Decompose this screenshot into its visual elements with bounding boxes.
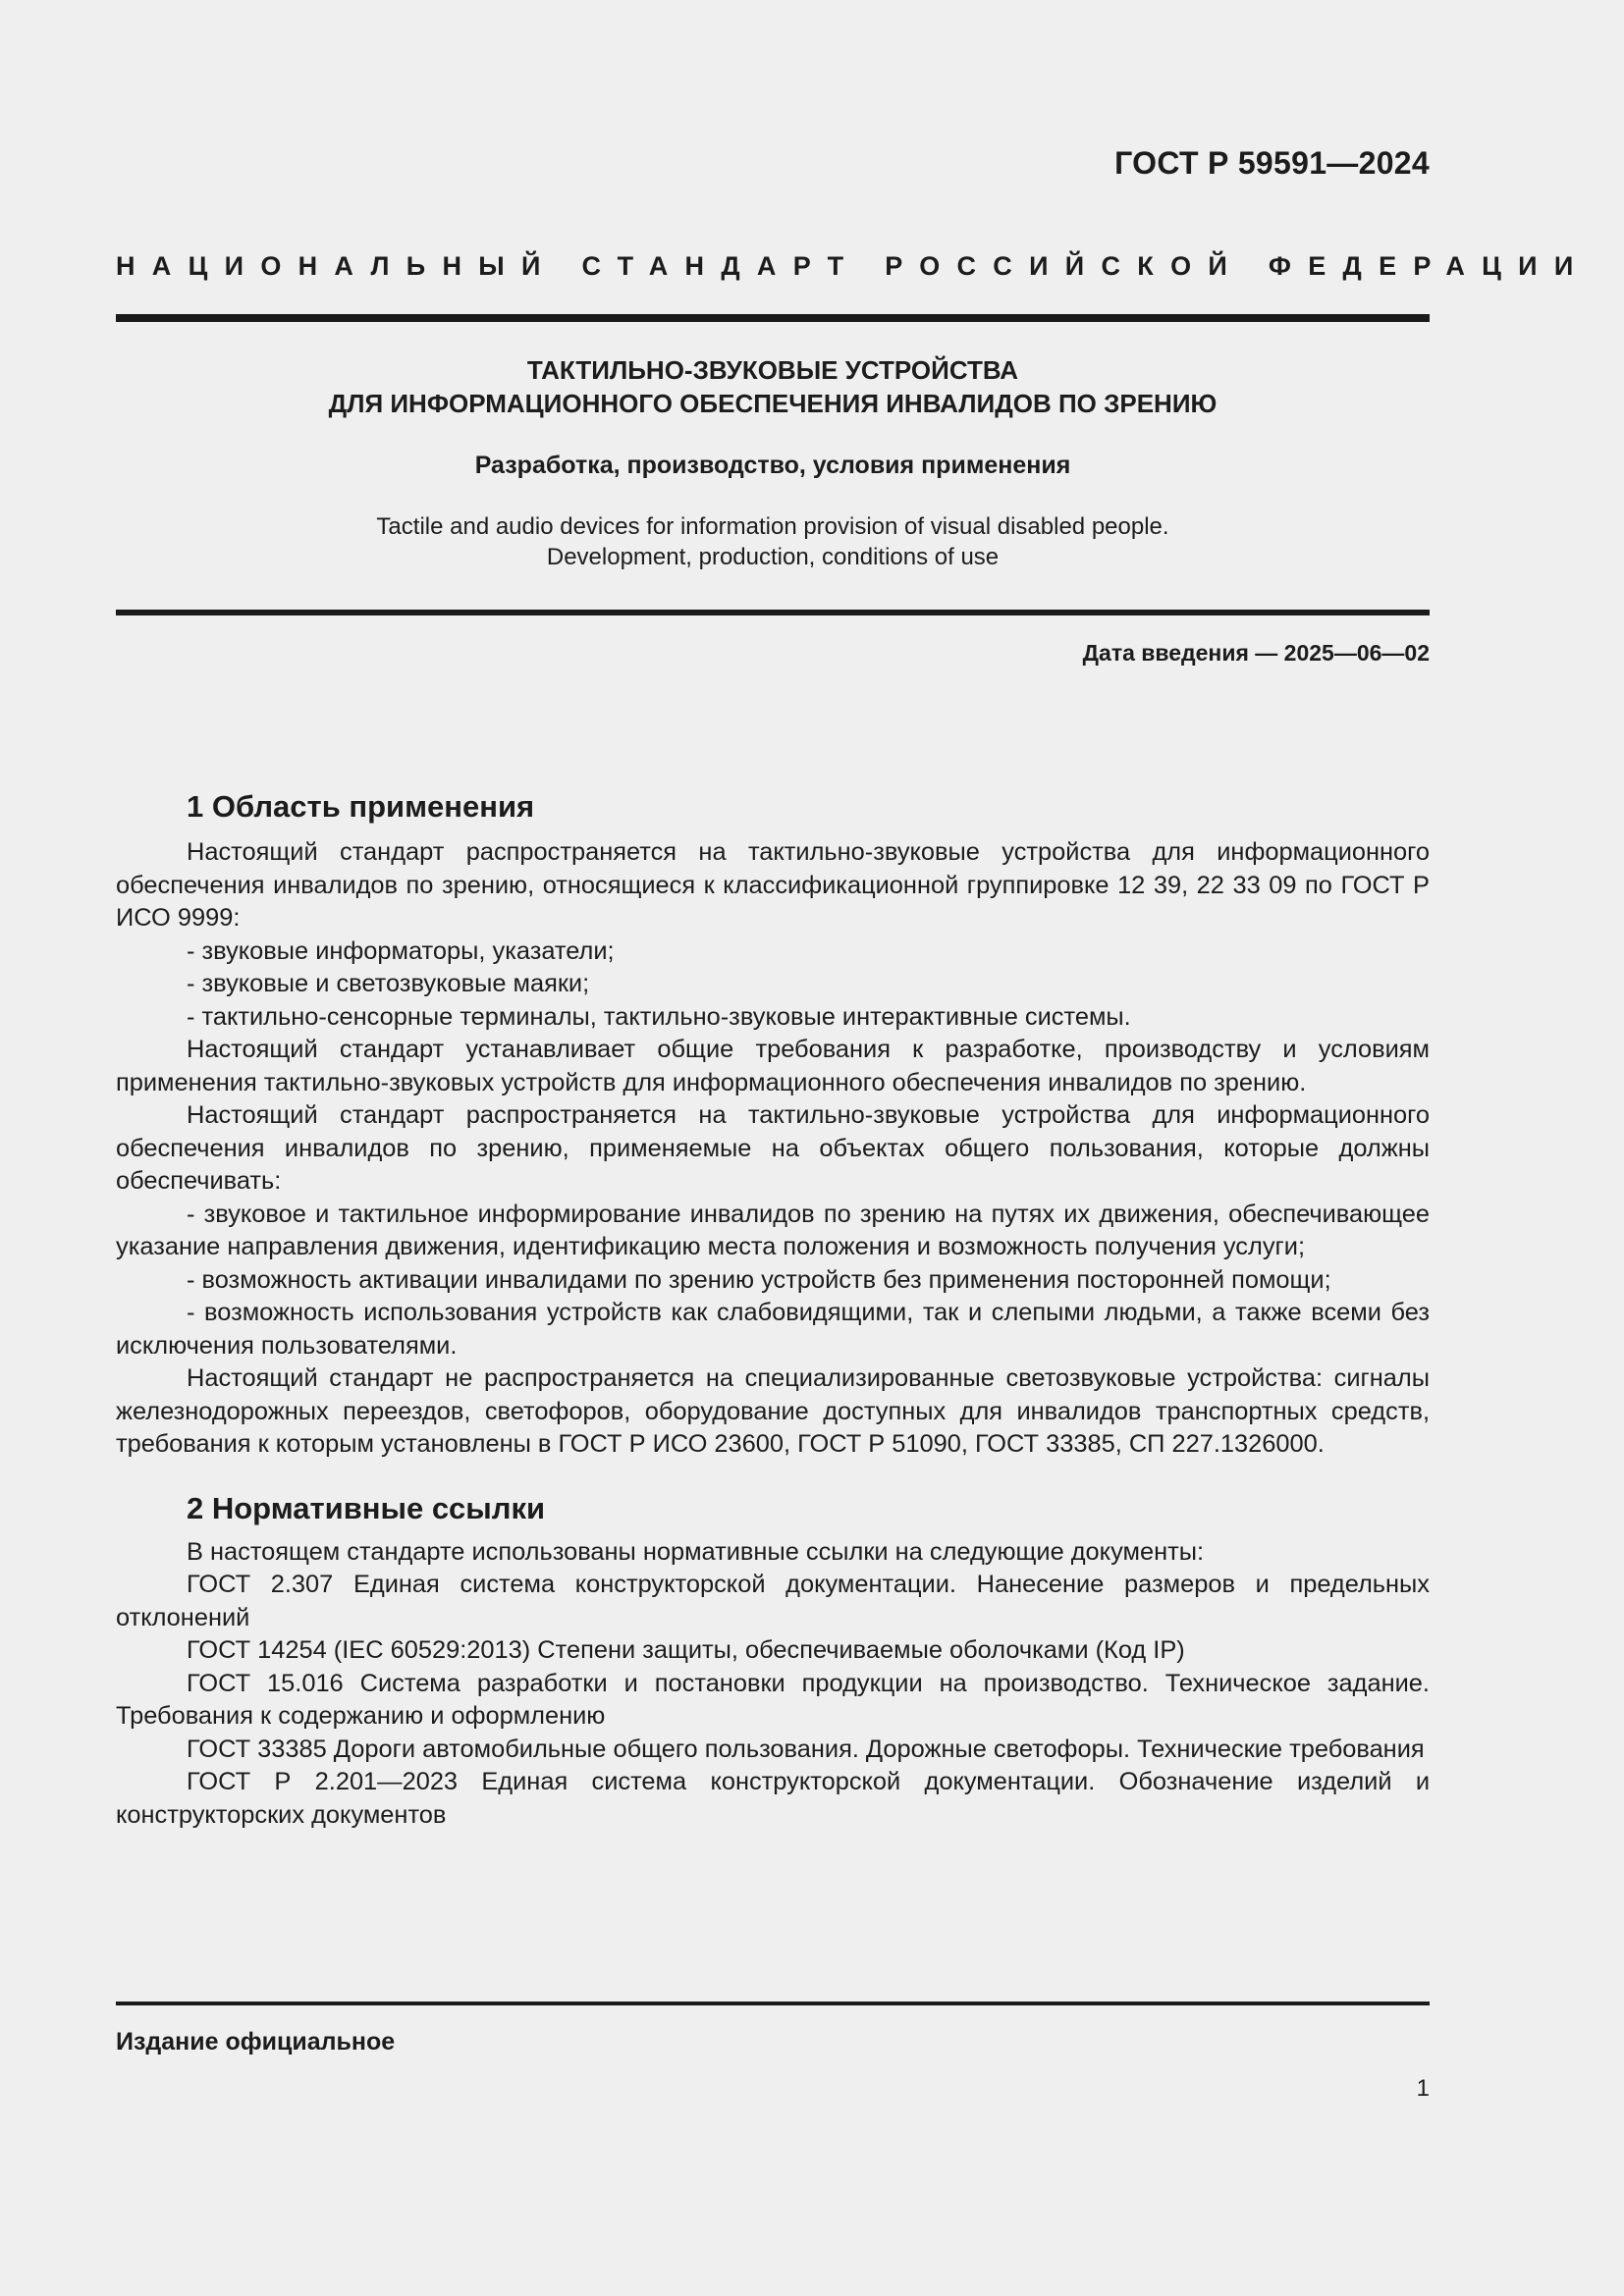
list-item: - звуковые и светозвуковые маяки;: [187, 970, 590, 997]
list-item: - возможность активации инвалидами по зрению устройств без применения посторонней помощи;: [187, 1265, 1331, 1294]
english-title-line-2: Development, production, conditions of use: [546, 544, 1000, 570]
section-1-paragraph: Настоящий стандарт распространяется на тактильно-звуковые устройства для информационного обеспечения инвалидов по зрению, относящиеся к классификационной группировке 12 39, 22 33 09 по ГОСТ Р ИСО 9999:: [116, 838, 1430, 932]
national-standard-banner: НАЦИОНАЛЬНЫЙ СТАНДАРТ РОССИЙСКОЙ ФЕДЕРАЦИИ: [116, 251, 1591, 281]
section-1-paragraph: Настоящий стандарт распространяется на тактильно-звуковые устройства для информационного обеспечения инвалидов по зрению, применяемые на объектах общего пользования, которые должны обеспечивать:: [116, 1101, 1430, 1195]
english-title: [116, 511, 1430, 572]
reference-item: ГОСТ 33385 Дороги автомобильные общего пользования. Дорожные светофоры. Технические требования: [187, 1735, 1425, 1763]
list-item: - звуковые информаторы, указатели;: [187, 936, 615, 965]
middle-rule: [116, 610, 1430, 615]
section-2-heading: 2 Нормативные ссылки: [187, 1490, 546, 1525]
list-item: - возможность использования устройств как слабовидящими, так и слепыми людьми, а также всеми без исключения пользователями.: [116, 1299, 1430, 1360]
section-2-paragraph: В настоящем стандарте использованы нормативные ссылки на следующие документы:: [187, 1537, 1205, 1566]
doc-number: ГОСТ Р 59591—2024: [1114, 145, 1430, 181]
title-line-2: ДЛЯ ИНФОРМАЦИОННОГО ОБЕСПЕЧЕНИЯ ИНВАЛИДОВ ПО ЗРЕНИЮ: [328, 389, 1218, 418]
footer-rule: [116, 2002, 1430, 2005]
reference-item: ГОСТ 14254 (IEC 60529:2013) Степени защиты, обеспечиваемые оболочками (Код IP): [187, 1636, 1185, 1664]
title-line-1: ТАКТИЛЬНО-ЗВУКОВЫЕ УСТРОЙСТВА: [526, 355, 1019, 385]
section-1-heading: 1 Область применения: [187, 789, 535, 824]
official-edition-note: Издание официальное: [116, 2028, 396, 2056]
list-item: - звуковое и тактильное информирование инвалидов по зрению на путях их движения, обеспечивающее указание направления движения, идентификацию места положения и возможность получения услуги;: [116, 1200, 1430, 1260]
reference-item: ГОСТ 2.307 Единая система конструкторской документации. Нанесение размеров и предельных отклонений: [116, 1571, 1430, 1631]
reference-item: ГОСТ 15.016 Система разработки и постановки продукции на производство. Техническое задание. Требования к содержанию и оформлению: [116, 1669, 1430, 1730]
top-rule: [116, 314, 1430, 322]
list-item: - тактильно-сенсорные терминалы, тактильно-звуковые интерактивные системы.: [187, 1002, 1131, 1031]
document-subtitle: Разработка, производство, условия применения: [474, 452, 1071, 479]
document-body: [116, 783, 1430, 1832]
introduction-date: Дата введения — 2025—06—02: [1082, 640, 1430, 666]
section-1-paragraph: Настоящий стандарт не распространяется на специализированные светозвуковые устройства: сигналы железнодорожных переездов, светофоров, оборудование доступных для инвалидов транспортных средств, требования к которым установлены в ГОСТ Р ИСО 23600, ГОСТ Р 51090, ГОСТ 33385, СП 227.1326000.: [116, 1364, 1430, 1458]
section-1-paragraph: Настоящий стандарт устанавливает общие требования к разработке, производству и условиям применения тактильно-звуковых устройств для информационного обеспечения инвалидов по зрению.: [116, 1036, 1430, 1096]
reference-item: ГОСТ Р 2.201—2023 Единая система конструкторской документации. Обозначение изделий и конструкторских документов: [116, 1768, 1430, 1829]
english-title-line-1: Tactile and audio devices for information provision of visual disabled people.: [376, 513, 1169, 540]
document-title: [116, 353, 1430, 420]
page-number: 1: [1416, 2075, 1430, 2102]
